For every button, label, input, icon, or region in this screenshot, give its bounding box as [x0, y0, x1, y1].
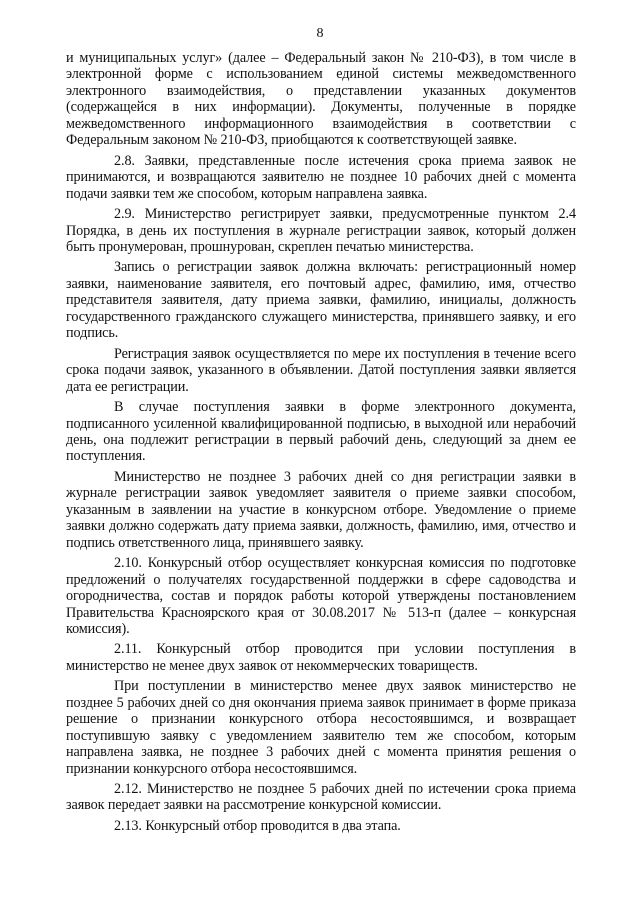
- paragraph-electronic-submission: В случае поступления заявки в форме электронного документа, подписанного усиленной квалифицированной подписью, в выходной или нерабочий день, она подлежит регистрации в первый рабочий день, следующий за днем ее поступления.: [66, 399, 576, 465]
- paragraph-failed-selection: При поступлении в министерство менее двух заявок министерство не позднее 5 рабочих дней со дня окончания приема заявок принимает в форме приказа решение о признании конкурсного отбора несостоявшимся, и возвращает поступившую заявку с уведомлением заявителю тем же способом, которым направлена заявка, не позднее 3 рабочих дней с момента принятия решения о признании конкурсного отбора несостоявшимся.: [66, 678, 576, 777]
- paragraph-continuation: и муниципальных услуг» (далее – Федеральный закон № 210-ФЗ), в том числе в электронной форме с использованием единой системы межведомственного электронного взаимодействия, о представлении указанных документов (содержащейся в них информации). Документы, полученные в порядке межведомственного информационного взаимодействия в соответствии с Федеральным законом № 210-ФЗ, приобщаются к соответствующей заявке.: [66, 50, 576, 149]
- paragraph-registration-record: Запись о регистрации заявок должна включать: регистрационный номер заявки, наименование заявителя, его почтовый адрес, фамилию, имя, отчество представителя заявителя, дату приема заявки, фамилию, инициалы, должность государственного гражданского служащего министерства, принявшего заявку, и его подпись.: [66, 259, 576, 342]
- paragraph-2-8: 2.8. Заявки, представленные после истечения срока приема заявок не принимаются, и возвращаются заявителю не позднее 10 рабочих дней с момента подачи заявки тем же способом, которым направлена заявка.: [66, 152, 576, 202]
- document-body: [66, 50, 576, 838]
- page-number: 8: [316, 26, 324, 41]
- paragraph-2-11: 2.11. Конкурсный отбор проводится при условии поступления в министерство не менее двух заявок от некоммерческих товариществ.: [66, 641, 576, 674]
- paragraph-notification: Министерство не позднее 3 рабочих дней со дня регистрации заявки в журнале регистрации заявок уведомляет заявителя о приеме заявки способом, указанным в заявлении на участие в конкурсном отборе. Уведомление о приеме заявки должно содержать дату приема заявки, должность, фамилию, имя, отчество и подпись ответственного лица, принявшего заявку.: [66, 468, 576, 551]
- paragraph-2-9: 2.9. Министерство регистрирует заявки, предусмотренные пунктом 2.4 Порядка, в день их поступления в журнале регистрации заявок, который должен быть пронумерован, прошнурован, скреплен печатью министерства.: [66, 206, 576, 255]
- paragraph-2-10: 2.10. Конкурсный отбор осуществляет конкурсная комиссия по подготовке предложений о получателях государственной поддержки в сфере садоводства и огородничества, состав и порядок работы которой утверждены постановлением Правительства Красноярского края от 30.08.2017 № 513-п (далее – конкурсная комиссия).: [66, 555, 576, 637]
- paragraph-2-13: 2.13. Конкурсный отбор проводится в два этапа.: [114, 817, 401, 834]
- paragraph-registration-order: Регистрация заявок осуществляется по мере их поступления в течение всего срока подачи заявок, указанного в объявлении. Датой поступления заявки является дата ее регистрации.: [66, 345, 576, 395]
- paragraph-2-12: 2.12. Министерство не позднее 5 рабочих дней по истечении срока приема заявок передает заявки на рассмотрение конкурсной комиссии.: [66, 781, 576, 814]
